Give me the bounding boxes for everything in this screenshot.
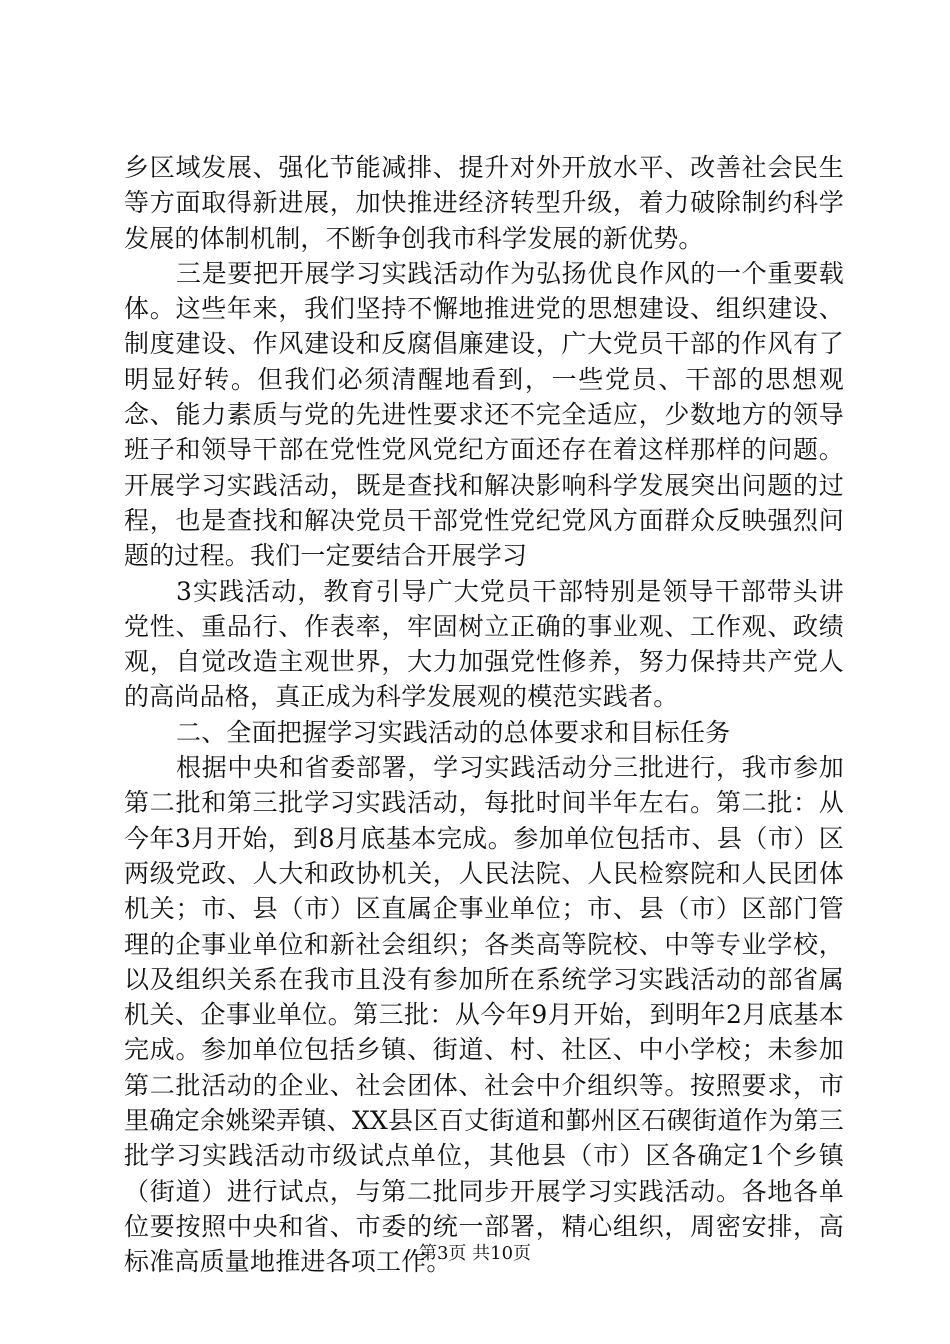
paragraph-2: 三是要把开展学习实践活动作为弘扬优良作风的一个重要载体。这些年来，我们坚持不懈地推进党的思想建设、组织建设、制度建设、作风建设和反腐倡廉建设，广大党员干部的作风有了明显好转。但我们必须清醒地看到，一些党员、干部的思想观念、能力素质与党的先进性要求还不完全适应，少数地方的领导班子和领导干部在党性党风党纪方面还存在着这样那样的问题。开展学习实践活动，既是查找和解决影响科学发展突出问题的过程，也是查找和解决党员干部党性党纪党风方面群众反映强烈问题的过程。我们一定要结合开展学习 bbox=[124, 258, 844, 571]
section-heading: 二、全面把握学习实践活动的总体要求和目标任务 bbox=[176, 717, 731, 747]
paragraph-4: 根据中央和省委部署，学习实践活动分三批进行，我市参加第二批和第三批学习实践活动，每批时间半年左右。第二批：从今年3月开始，到8月底基本完成。参加单位包括市、县（市）区两级党政、人大和政协机关，人民法院、人民检察院和人民团体机关；市、县（市）区直属企事业单位；市、县（市）区部门管理的企事业单位和新社会组织；各类高等院校、中等专业学校，以及组织关系在我市且没有参加所在系统学习实践活动的部省属机关、企事业单位。第三批：从今年9月开始，到明年2月底基本完成。参加单位包括乡镇、街道、村、社区、中小学校；未参加第二批活动的企业、社会团体、社会中介组织等。按照要求，市里确定余姚梁弄镇、XX县区百丈街道和鄞州区石碶街道作为第三批学习实践活动市级试点单位，其他县（市）区各确定1个乡镇（街道）进行试点，与第二批同步开展学习实践活动。各地各单位要按照中央和省、市委的统一部署，精心组织，周密安排，高标准高质量地推进各项工作。 bbox=[124, 753, 844, 1277]
page-number-footer: 第3页 共10页 bbox=[418, 1243, 532, 1264]
paragraph-3: 3实践活动，教育引导广大党员干部特别是领导干部带头讲党性、重品行、作表率，牢固树立正确的事业观、工作观、政绩观，自觉改造主观世界，大力加强党性修养，努力保持共产党人的高尚品格，真正成为科学发展观的模范实践者。 bbox=[124, 576, 844, 712]
paragraph-1: 乡区域发展、强化节能减排、提升对外开放水平、改善社会民生等方面取得新进展，加快推进经济转型升级，着力破除制约科学发展的体制机制，不断争创我市科学发展的新优势。 bbox=[124, 153, 844, 253]
document-body bbox=[124, 150, 844, 1280]
